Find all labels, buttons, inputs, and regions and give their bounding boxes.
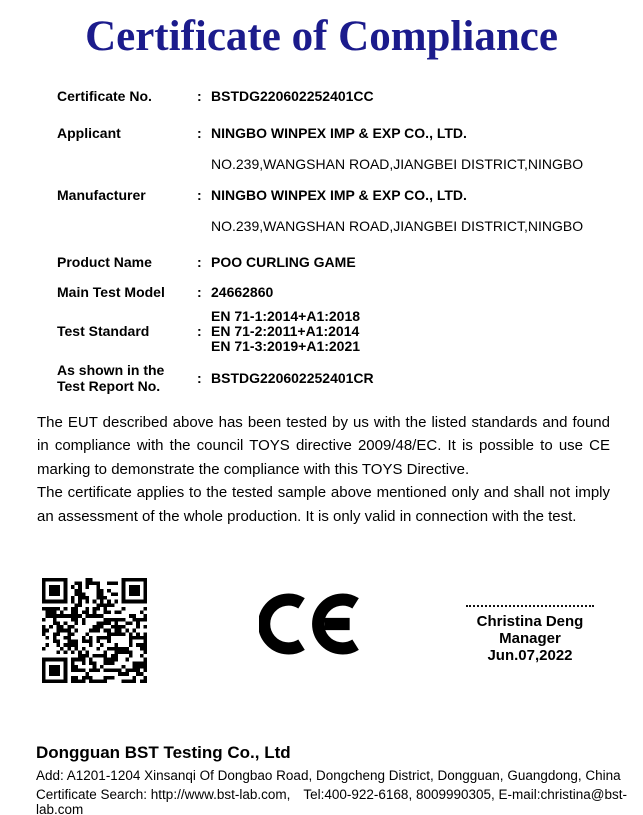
signature-line (466, 605, 594, 607)
field-separator: : (197, 254, 202, 270)
field-value-test-standard-1: EN 71-1:2014+A1:2018 (211, 308, 361, 324)
signatory-title: Manager (499, 630, 561, 647)
field-value-manufacturer-address: NO.239,WANGSHAN ROAD,JIANGBEI DISTRICT,NINGBO (211, 218, 584, 234)
field-label-applicant: Applicant (57, 125, 121, 141)
field-value-main-test-model: 24662860 (211, 284, 274, 300)
field-label-product-name: Product Name (57, 254, 152, 270)
field-value-product-name: POO CURLING GAME (211, 254, 356, 270)
statement-paragraph-2: The certificate applies to the tested sample above mentioned only and shall not imply an assessment of the whole production. It is only valid in connection with the test. (37, 484, 610, 525)
field-label-main-test-model: Main Test Model (57, 284, 165, 300)
qr-code-icon (42, 578, 147, 683)
footer-contact: Tel:400-922-6168, 8009990305, E-mail:christina@bst-lab.com (36, 787, 628, 815)
field-value-certificate-no: BSTDG220602252401CC (211, 88, 374, 104)
field-label-manufacturer: Manufacturer (57, 187, 146, 203)
signature-date: Jun.07,2022 (487, 647, 573, 664)
field-value-applicant: NINGBO WINPEX IMP & EXP CO., LTD. (211, 125, 467, 141)
field-value-test-report-no: BSTDG220602252401CR (211, 370, 374, 386)
statement-paragraph-1: The EUT described above has been tested by us with the listed standards and found in compliance with the council TOYS directive 2009/48/EC. It is possible to use CE marking to demonstrate the compliance with this TOYS Directive. (37, 414, 610, 478)
field-label-test-report-1: As shown in the (57, 362, 165, 378)
signatory-name: Christina Deng (476, 613, 584, 630)
field-label-test-standard: Test Standard (57, 323, 150, 339)
field-separator: : (197, 370, 202, 386)
certificate-title: Certificate of Compliance (85, 13, 558, 60)
field-value-test-standard-3: EN 71-3:2019+A1:2021 (211, 338, 361, 354)
field-separator: : (197, 284, 202, 300)
field-separator: : (197, 125, 202, 141)
ce-mark-icon (259, 591, 361, 657)
footer-address: Add: A1201-1204 Xinsanqi Of Dongbao Road, Dongcheng District, Dongguan, Guangdong, China (36, 768, 621, 783)
field-value-test-standard-2: EN 71-2:2011+A1:2014 (211, 323, 360, 339)
field-label-test-report-2: Test Report No. (57, 378, 161, 394)
footer-contact-line (36, 787, 643, 815)
field-value-manufacturer: NINGBO WINPEX IMP & EXP CO., LTD. (211, 187, 467, 203)
footer-company-name: Dongguan BST Testing Co., Ltd (36, 743, 291, 762)
field-separator: : (197, 323, 202, 339)
field-separator: : (197, 88, 202, 104)
field-label-certificate-no: Certificate No. (57, 88, 152, 104)
statement-block (37, 411, 610, 528)
signature-block (450, 605, 610, 664)
field-separator: : (197, 187, 202, 203)
field-value-applicant-address: NO.239,WANGSHAN ROAD,JIANGBEI DISTRICT,NINGBO (211, 156, 584, 172)
footer-certificate-search: Certificate Search: http://www.bst-lab.com, (36, 787, 291, 802)
